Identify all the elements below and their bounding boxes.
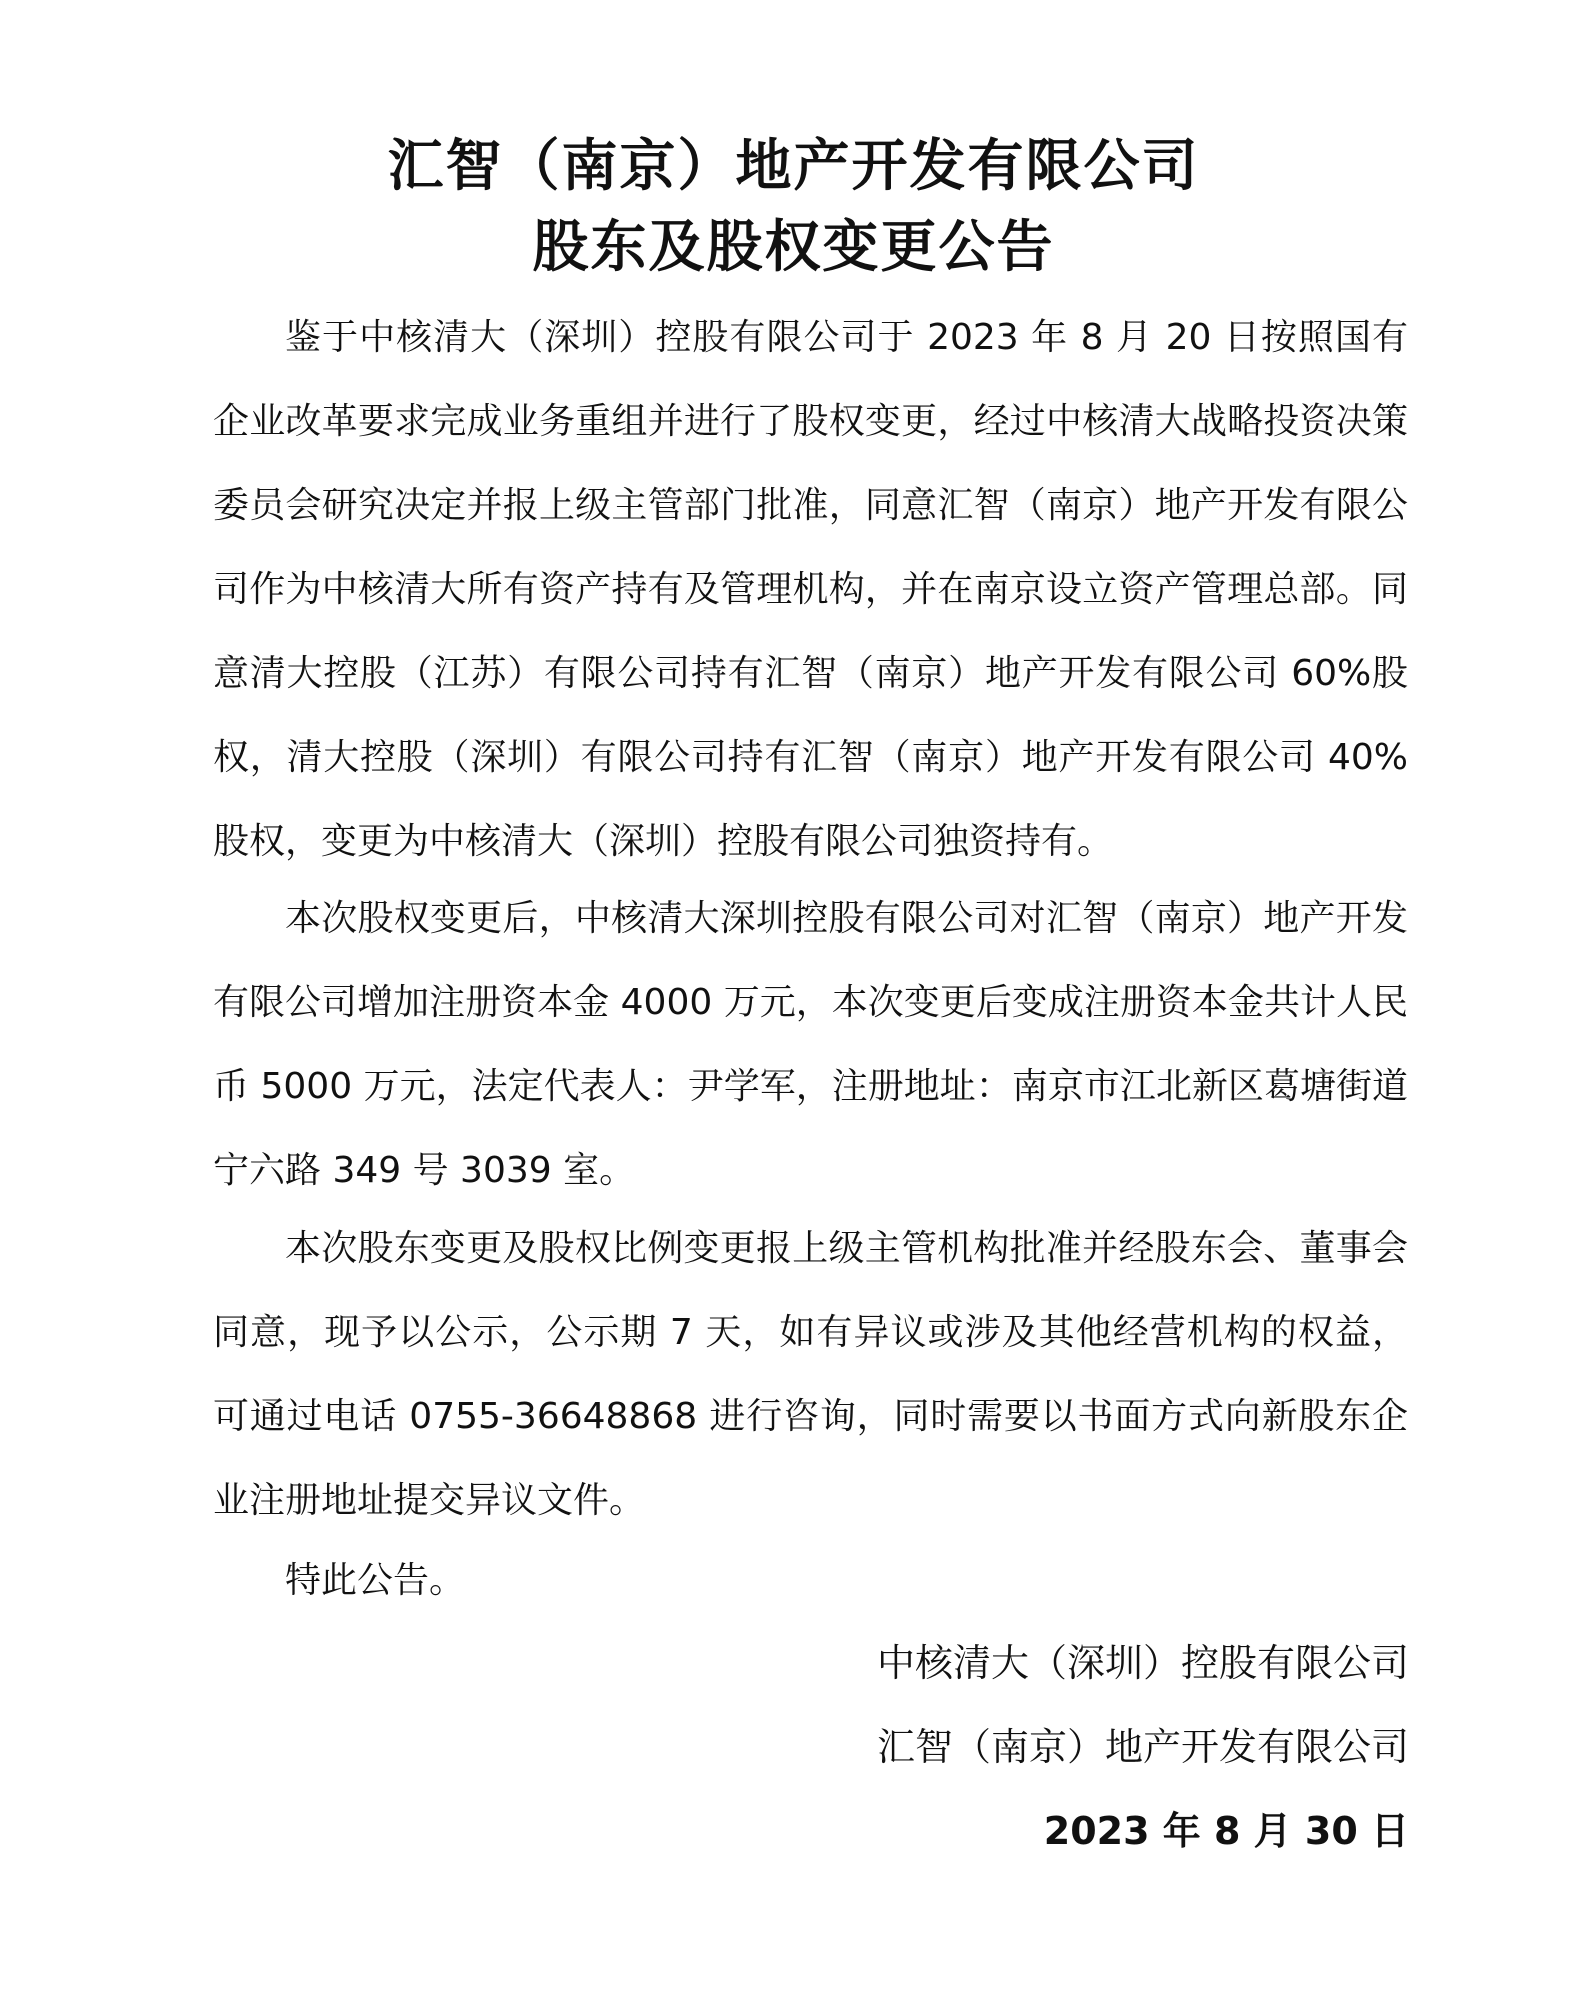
document-title: 汇智（南京）地产开发有限公司 — [387, 134, 1200, 199]
announcement-date: 2023 年 8 月 30 日 — [1043, 1809, 1409, 1853]
paragraph-equity-transfer: 鉴于中核清大（深圳）控股有限公司于 2023 年 8 月 20 日按照国有企业改革要求完成业务重组并进行了股权变更，经过中核清大战略投资决策委员会研究决定并报上级主管部门批准，同意汇智（南京）地产开发有限公司作为中核清大所有资产持有及管理机构，并在南京设立资产管理总部。同意清大控股（江苏）有限公司持有汇智（南京）地产开发有限公司 60%股权，清大控股（深圳）有限公司持有汇智（南京）地产开发有限公司 40%股权，变更为中核清大（深圳）控股有限公司独资持有。 — [213, 317, 1408, 862]
paragraph-capital-increase: 本次股权变更后，中核清大深圳控股有限公司对汇智（南京）地产开发有限公司增加注册资本金 4000 万元，本次变更后变成注册资本金共计人民币 5000 万元，法定代表人：尹学军，注册地址：南京市江北新区葛塘街道宁六路 349 号 3039 室。 — [213, 898, 1408, 1191]
paragraph-closing: 特此公告。 — [285, 1560, 466, 1601]
document-subtitle: 股东及股权变更公告 — [532, 215, 1055, 280]
signatory-1: 中核清大（深圳）控股有限公司 — [876, 1641, 1409, 1685]
paragraph-publicity-notice: 本次股东变更及股权比例变更报上级主管机构批准并经股东会、董事会同意，现予以公示，公示期 7 天，如有异议或涉及其他经营机构的权益，可通过电话 0755-36648868 进行咨询，同时需要以书面方式向新股东企业注册地址提交异议文件。 — [213, 1228, 1408, 1521]
signatory-2: 汇智（南京）地产开发有限公司 — [876, 1725, 1409, 1769]
